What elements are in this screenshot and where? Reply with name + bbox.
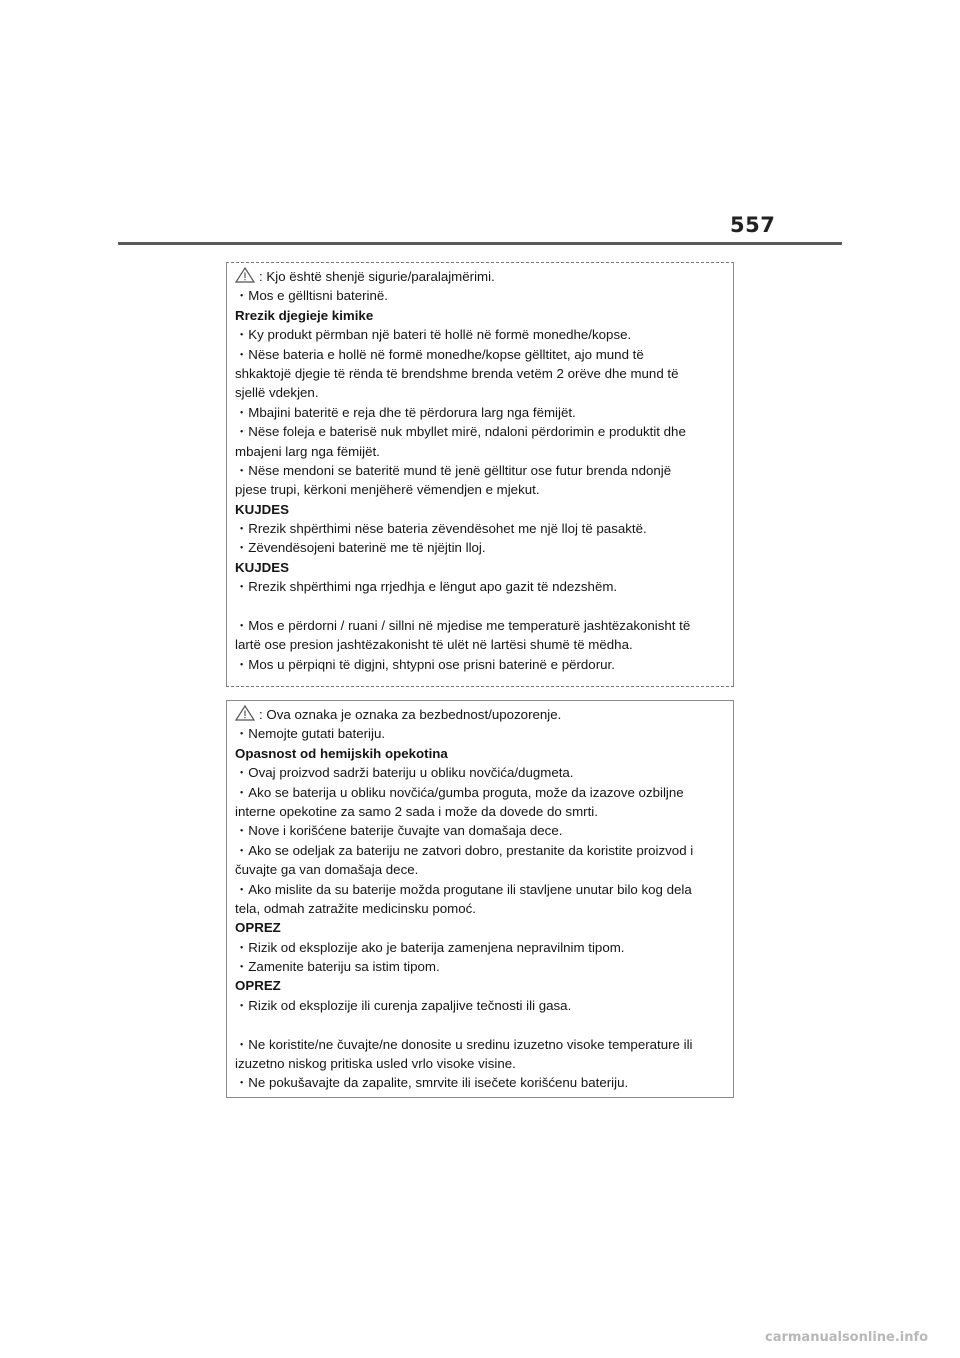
text-line bbox=[235, 783, 727, 802]
header-rule bbox=[118, 242, 842, 245]
text-line bbox=[235, 480, 727, 499]
line-text: ・Ako se baterija u obliku novčića/gumba proguta, može da izazove ozbiljne bbox=[235, 784, 684, 800]
text-line bbox=[235, 957, 727, 976]
text-line bbox=[235, 880, 727, 899]
text-line bbox=[235, 635, 727, 654]
warning-box-serbian bbox=[226, 700, 734, 1098]
line-text: ・Nëse bateria e hollë në formë monedhe/kopse gëlltitet, ajo mund të bbox=[235, 346, 644, 362]
line-text: ・Ky produkt përmban një bateri të hollë në formë monedhe/kopse. bbox=[235, 327, 632, 343]
line-text: ・Rrezik shpërthimi nëse bateria zëvendësohet me një lloj të pasaktë. bbox=[235, 521, 647, 537]
text-line bbox=[235, 364, 727, 383]
line-text: ・Mos e gëlltisni baterinë. bbox=[235, 288, 388, 304]
section-heading bbox=[235, 918, 727, 937]
line-text: Rrezik djegieje kimike bbox=[235, 307, 374, 323]
line-text: ・Ako se odeljak za bateriju ne zatvori dobro, prestanite da koristite proizvod i bbox=[235, 842, 694, 858]
text-line bbox=[235, 267, 727, 286]
line-text: KUJDES bbox=[235, 501, 289, 517]
line-text: mbajeni larg nga fëmijët. bbox=[235, 443, 380, 459]
line-text: Opasnost od hemijskih opekotina bbox=[235, 745, 448, 761]
text-line bbox=[235, 422, 727, 441]
watermark: carmanualsonline.info bbox=[765, 1330, 929, 1345]
line-text: shkaktojë djegie të rënda të brendshme brenda vetëm 2 orëve dhe mund të bbox=[235, 365, 679, 381]
warning-triangle-icon bbox=[235, 267, 255, 283]
line-text: ・Ne pokušavajte da zapalite, smrvite ili isečete korišćenu bateriju. bbox=[235, 1075, 629, 1091]
text-line bbox=[235, 996, 727, 1015]
line-text: čuvajte ga van domašaja dece. bbox=[235, 862, 419, 878]
text-line bbox=[235, 724, 727, 743]
text-line bbox=[235, 442, 727, 461]
text-line bbox=[235, 538, 727, 557]
line-text: ・Zamenite bateriju sa istim tipom. bbox=[235, 959, 440, 975]
line-text: ・Rizik od eksplozije ili curenja zapaljive tečnosti ili gasa. bbox=[235, 997, 572, 1013]
line-text: sjellë vdekjen. bbox=[235, 385, 319, 401]
line-text: pjese trupi, kërkoni menjëherë vëmendjen e mjekut. bbox=[235, 482, 540, 498]
line-text: : Ova oznaka je oznaka za bezbednost/upozorenje. bbox=[259, 707, 562, 722]
text-line bbox=[235, 860, 727, 879]
text-line bbox=[235, 403, 727, 422]
line-text: interne opekotine za samo 2 sada i može da dovede do smrti. bbox=[235, 803, 598, 819]
section-heading bbox=[235, 558, 727, 577]
text-line bbox=[235, 1035, 727, 1054]
line-text: ・Zëvendësojeni baterinë me të njëjtin lloj. bbox=[235, 540, 486, 556]
blank-line bbox=[235, 597, 727, 616]
text-line bbox=[235, 705, 727, 724]
text-line bbox=[235, 577, 727, 596]
text-line bbox=[235, 763, 727, 782]
line-text: ・Nëse mendoni se bateritë mund të jenë gëlltitur ose futur brenda ndonjë bbox=[235, 462, 672, 478]
line-text: : Kjo është shenjë sigurie/paralajmërimi. bbox=[259, 269, 495, 284]
text-line bbox=[235, 286, 727, 305]
line-text: ・Nemojte gutati bateriju. bbox=[235, 726, 386, 742]
warning-triangle-icon bbox=[235, 705, 255, 721]
line-text: ・Mbajini bateritë e reja dhe të përdorura larg nga fëmijët. bbox=[235, 404, 576, 420]
blank-line bbox=[235, 1015, 727, 1034]
line-text: ・Ako mislite da su baterije možda progutane ili stavljene unutar bilo kog dela bbox=[235, 881, 692, 897]
section-heading bbox=[235, 976, 727, 995]
section-heading bbox=[235, 500, 727, 519]
line-text: ・Rizik od eksplozije ako je baterija zamenjena nepravilnim tipom. bbox=[235, 939, 625, 955]
line-text: tela, odmah zatražite medicinsku pomoć. bbox=[235, 900, 476, 916]
line-text: OPREZ bbox=[235, 920, 281, 936]
line-text: OPREZ bbox=[235, 978, 281, 994]
line-text: KUJDES bbox=[235, 559, 289, 575]
text-line bbox=[235, 616, 727, 635]
text-line bbox=[235, 519, 727, 538]
line-text: ・Ne koristite/ne čuvajte/ne donosite u sredinu izuzetno visoke temperature ili bbox=[235, 1036, 693, 1052]
line-text: ・Ovaj proizvod sadrži bateriju u obliku novčića/dugmeta. bbox=[235, 765, 574, 781]
text-line bbox=[235, 325, 727, 344]
line-text: ・Rrezik shpërthimi nga rrjedhja e lëngut apo gazit të ndezshëm. bbox=[235, 579, 618, 595]
section-heading bbox=[235, 306, 727, 325]
text-line bbox=[235, 461, 727, 480]
text-line bbox=[235, 938, 727, 957]
text-line bbox=[235, 345, 727, 364]
line-text: ・Mos e përdorni / ruani / sillni në mjedise me temperaturë jashtëzakonisht të bbox=[235, 618, 691, 634]
section-heading bbox=[235, 744, 727, 763]
warning-box-albanian bbox=[226, 262, 734, 687]
text-line bbox=[235, 383, 727, 402]
line-text: ・Nëse foleja e baterisë nuk mbyllet mirë, ndaloni përdorimin e produktit dhe bbox=[235, 424, 686, 440]
text-line bbox=[235, 802, 727, 821]
line-text: ・Mos u përpiqni të digjni, shtypni ose prisni baterinë e përdorur. bbox=[235, 656, 615, 672]
text-line bbox=[235, 1073, 727, 1092]
page-number: 557 bbox=[730, 213, 776, 237]
text-line bbox=[235, 821, 727, 840]
text-line bbox=[235, 841, 727, 860]
line-text: lartë ose presion jashtëzakonisht të ulët në lartësi shumë të mëdha. bbox=[235, 637, 633, 653]
text-line bbox=[235, 1054, 727, 1073]
line-text: izuzetno niskog pritiska usled vrlo visoke visine. bbox=[235, 1056, 516, 1072]
text-line bbox=[235, 655, 727, 674]
text-line bbox=[235, 899, 727, 918]
line-text: ・Nove i korišćene baterije čuvajte van domašaja dece. bbox=[235, 823, 563, 839]
